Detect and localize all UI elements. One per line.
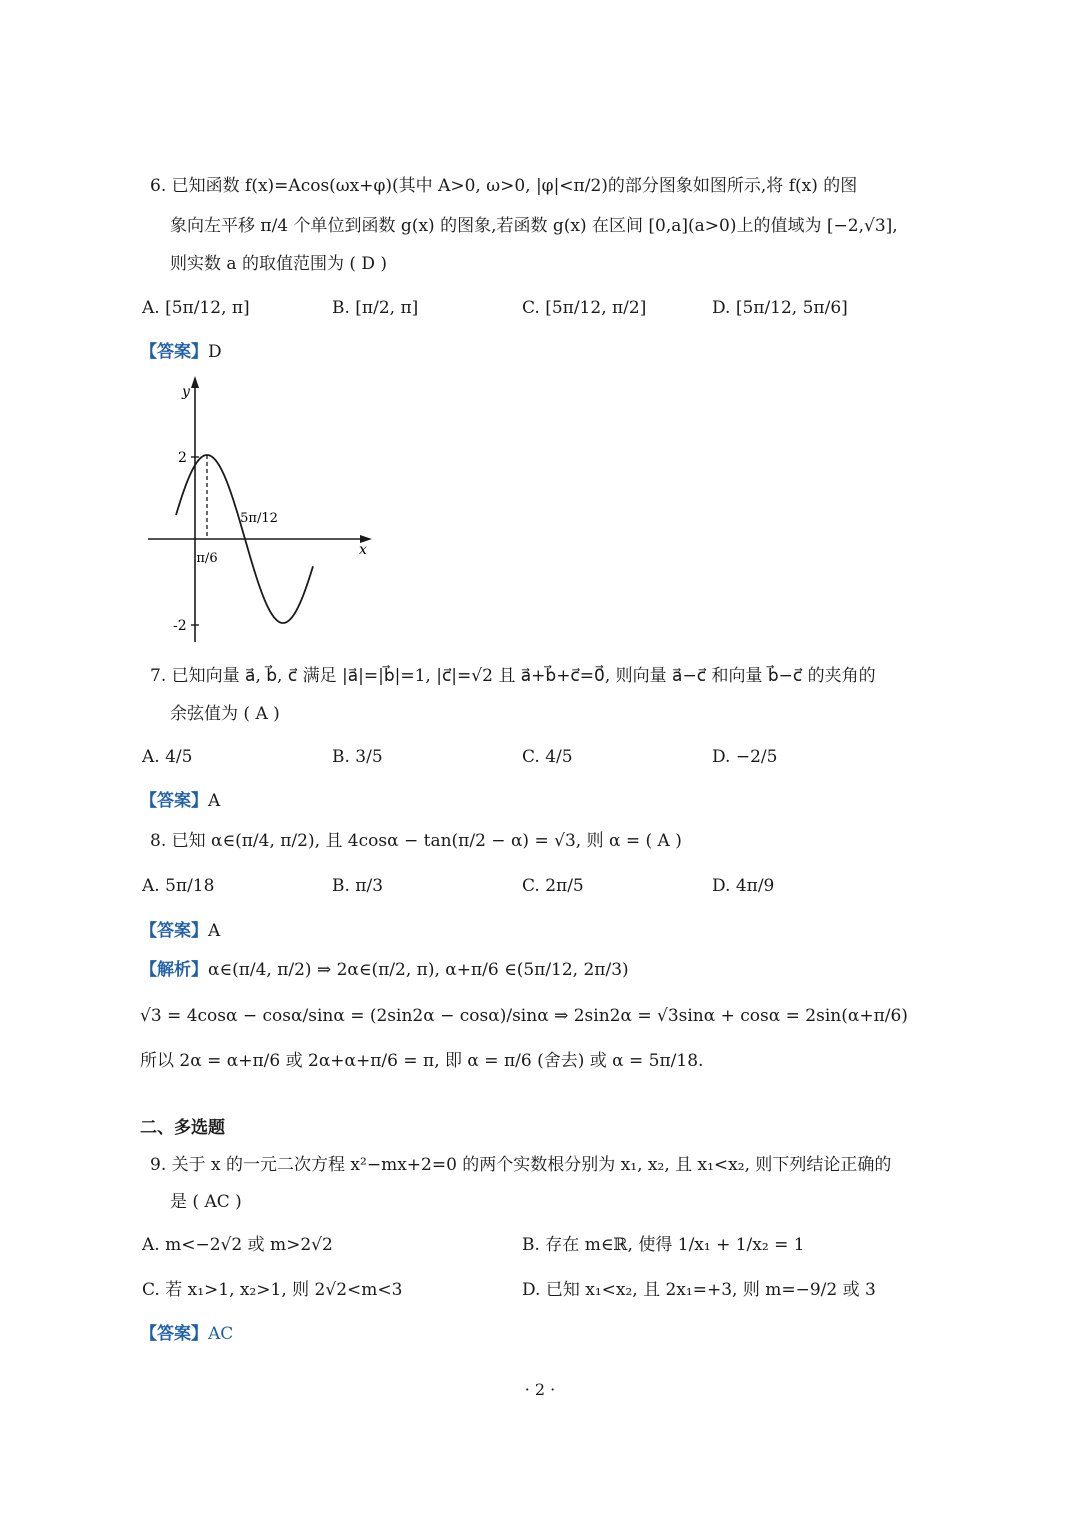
q8-stem: 8. 已知 α∈(π/4, π/2), 且 4cosα − tan(π/2 − α) = √3, 则 α = ( A ) <box>150 831 682 851</box>
answer-label: 【答案】 <box>140 791 208 811</box>
q6-answer <box>140 340 222 364</box>
q9-option-d: D. 已知 x₁<x₂, 且 2x₁=+3, 则 m=−9/2 或 3 <box>522 1280 876 1300</box>
analysis-label: 【解析】 <box>140 960 208 980</box>
q8-option-a: A. 5π/18 <box>142 876 215 896</box>
q8-analysis-line1 <box>140 958 629 982</box>
answer-value: AC <box>208 1324 234 1344</box>
q6-option-a: A. [5π/12, π] <box>142 298 250 318</box>
q7-option-a: A. 4/5 <box>142 747 193 767</box>
y-max-label: 2 <box>178 450 187 466</box>
q9-answer <box>140 1322 233 1346</box>
q6-option-d: D. [5π/12, 5π/6] <box>712 298 848 318</box>
y-min-label: -2 <box>173 618 187 634</box>
y-axis-label: y <box>182 384 190 400</box>
q7-stem-line1: 7. 已知向量 a⃗, b⃗, c⃗ 满足 |a⃗|=|b⃗|=1, |c⃗|=√2 且 a⃗+b⃗+c⃗=0⃗, 则向量 a⃗−c⃗ 和向量 b⃗−c⃗ 的夹角的 <box>150 666 876 686</box>
q8-option-b: B. π/3 <box>332 876 384 896</box>
q8-analysis-line3: 所以 2α = α+π/6 或 2α+α+π/6 = π, 即 α = π/6 (舍去) 或 α = 5π/18. <box>140 1051 704 1071</box>
q9-stem-line2: 是 ( AC ) <box>170 1192 242 1212</box>
answer-label: 【答案】 <box>140 342 208 362</box>
q7-option-c: C. 4/5 <box>522 747 573 767</box>
q8-option-c: C. 2π/5 <box>522 876 584 896</box>
x-zero-label: 5π/12 <box>240 511 278 526</box>
q6-stem-line2: 象向左平移 π/4 个单位到函数 g(x) 的图象,若函数 g(x) 在区间 [0,a](a>0)上的值域为 [−2,√3], <box>170 216 898 236</box>
analysis-text: α∈(π/4, π/2) ⇒ 2α∈(π/2, π), α+π/6 ∈(5π/12, 2π/3) <box>208 960 629 980</box>
q6-option-c: C. [5π/12, π/2] <box>522 298 647 318</box>
q9-option-c: C. 若 x₁>1, x₂>1, 则 2√2<m<3 <box>142 1280 403 1300</box>
q6-option-b: B. [π/2, π] <box>332 298 419 318</box>
answer-value: D <box>208 342 222 362</box>
q8-answer <box>140 919 220 943</box>
q6-stem-line1: 6. 已知函数 f(x)=Acos(ωx+φ)(其中 A>0, ω>0, |φ|<π/2)的部分图象如图所示,将 f(x) 的图 <box>150 176 858 196</box>
x-axis-label: x <box>359 542 367 558</box>
q7-option-b: B. 3/5 <box>332 747 383 767</box>
answer-value: A <box>208 791 221 811</box>
q9-stem-line1: 9. 关于 x 的一元二次方程 x²−mx+2=0 的两个实数根分别为 x₁, x₂, 且 x₁<x₂, 则下列结论正确的 <box>150 1155 892 1175</box>
cosine-graph <box>140 372 380 647</box>
answer-label: 【答案】 <box>140 921 208 941</box>
section-title: 二、多选题 <box>140 1118 225 1138</box>
answer-label: 【答案】 <box>140 1324 208 1344</box>
page-number: · 2 · <box>524 1380 556 1399</box>
q7-answer <box>140 789 220 813</box>
q9-option-a: A. m<−2√2 或 m>2√2 <box>142 1235 333 1255</box>
q9-option-b: B. 存在 m∈ℝ, 使得 1/x₁ + 1/x₂ = 1 <box>522 1235 805 1255</box>
answer-value: A <box>208 921 221 941</box>
q8-analysis-line2: √3 = 4cosα − cosα/sinα = (2sin2α − cosα)/sinα ⇒ 2sin2α = √3sinα + cosα = 2sin(α+π/6) <box>140 1006 908 1026</box>
q6-stem-line3: 则实数 a 的取值范围为 ( D ) <box>170 254 388 274</box>
q7-option-d: D. −2/5 <box>712 747 778 767</box>
x-peak-label: π/6 <box>196 551 218 566</box>
q8-option-d: D. 4π/9 <box>712 876 775 896</box>
q7-stem-line2: 余弦值为 ( A ) <box>170 704 280 724</box>
y-axis-arrow <box>191 376 199 388</box>
